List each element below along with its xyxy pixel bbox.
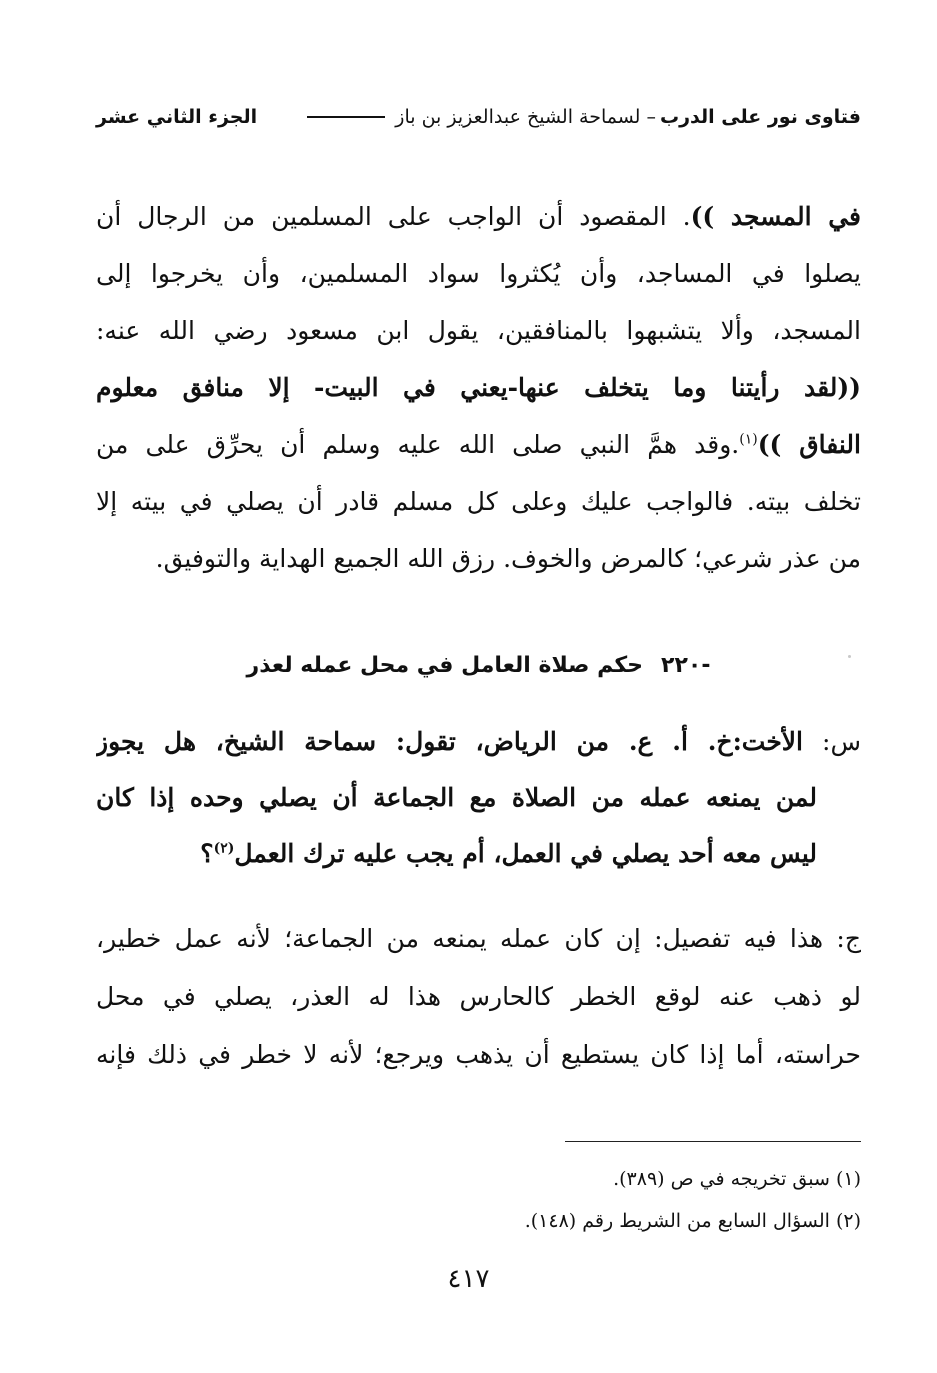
scan-speck — [848, 655, 851, 658]
section-title: حكم صلاة العامل في محل عمله لعذر — [246, 653, 644, 678]
question-line — [96, 714, 861, 770]
text-line: تخلف بيته. فالواجب عليك وعلى كل مسلم قادر أن يصلي في بيته إلا — [96, 487, 861, 516]
text-span: . المقصود أن الواجب على المسلمين من الرجال أن — [96, 202, 691, 231]
text-line: يصلوا في المساجد، وأن يُكثروا سواد المسلمين، وأن يخرجوا إلى — [96, 259, 861, 288]
header-part-label: الجزء الثاني عشر — [96, 106, 258, 128]
header-book-title: فتاوى نور على الدرب — [660, 106, 861, 128]
footnote-marker-2: (٢) — [213, 840, 235, 857]
question-mark: ؟ — [200, 839, 214, 868]
header-rule — [307, 116, 385, 118]
footnote-1: (١) سبق تخريجه في ص (٣٨٩). — [613, 1168, 861, 1190]
text-line — [96, 416, 861, 473]
page-number: ٤١٧ — [447, 1264, 490, 1294]
answer-line: ج: هذا فيه تفصيل: إن كان عمله يمنعه من الجماعة؛ لأنه عمل خطير، — [96, 924, 861, 953]
question-text: ليس معه أحد يصلي في العمل، أم يجب عليه ترك العمل — [234, 839, 817, 868]
running-header — [96, 100, 861, 134]
question-text: الأخت:خ. أ. ع. من الرياض، تقول: سماحة الشيخ، هل يجوز — [96, 727, 804, 756]
hadith-quote-line: ((لقد رأيتنا وما يتخلف عنها-يعني في البيت- إلا منافق معلوم — [96, 373, 861, 402]
footnote-separator — [565, 1141, 861, 1142]
question-label: س: — [803, 727, 861, 756]
footnote-2: (٢) السؤال السابع من الشريط رقم (١٤٨). — [524, 1210, 861, 1232]
header-author: – لسماحة الشيخ عبدالعزيز بن باز — [395, 106, 656, 128]
section-number: -٢٢٠ — [661, 653, 711, 678]
header-title-group — [301, 106, 861, 128]
question-line — [96, 826, 861, 882]
answer-line: لو ذهب عنه لوقع الخطر كالحارس هذا له العذر، يصلي في محل — [96, 982, 861, 1011]
text-line — [96, 188, 861, 245]
answer-line: حراسته، أما إذا كان يستطيع أن يذهب ويرجع؛ لأنه لا خطر في ذلك فإنه — [96, 1040, 861, 1069]
answer-block — [96, 910, 861, 1084]
section-heading — [96, 644, 861, 688]
footnotes — [96, 1158, 861, 1242]
question-block — [96, 714, 861, 882]
paragraph-continuation — [96, 188, 861, 587]
footnote-marker-1: (١) — [739, 431, 758, 448]
text-span: .وقد همَّ النبي صلى الله عليه وسلم أن يحرِّق على من — [96, 430, 740, 459]
bold-phrase: في المسجد )) — [690, 202, 861, 231]
bold-phrase: النفاق )) — [757, 430, 861, 459]
text-line: المسجد، وألا يتشبهوا بالمنافقين، يقول ابن مسعود رضي الله عنه: — [96, 316, 861, 345]
question-line: لمن يمنعه عمله من الصلاة مع الجماعة أن يصلي وحده إذا كان — [96, 783, 818, 812]
text-line: من عذر شرعي؛ كالمرض والخوف. رزق الله الجميع الهداية والتوفيق. — [155, 544, 861, 573]
